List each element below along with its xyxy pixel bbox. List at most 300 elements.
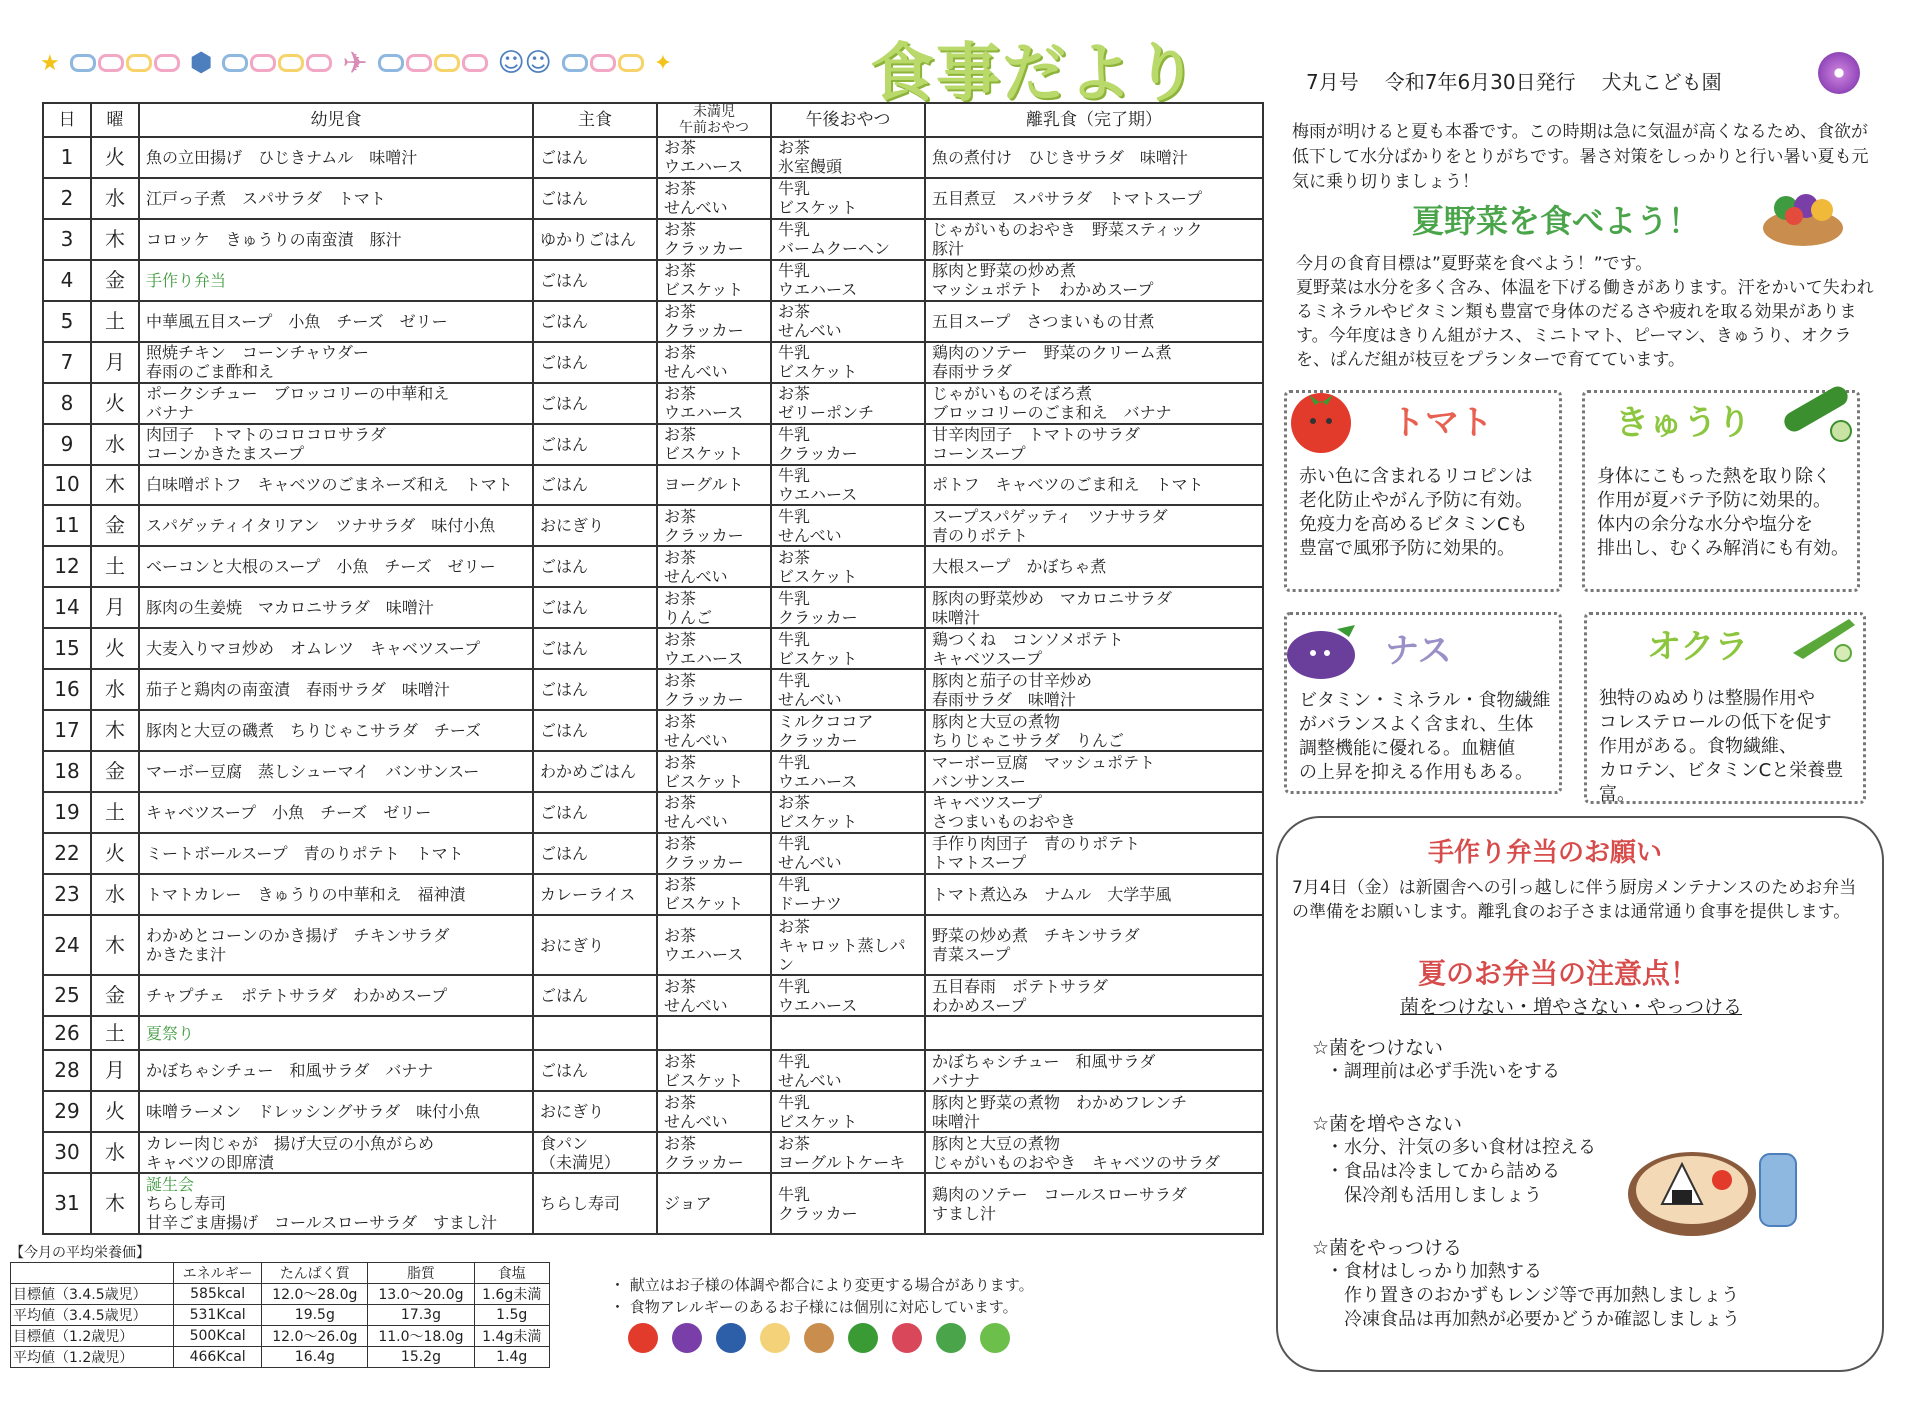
col-day: 日 <box>43 103 91 137</box>
nutri-cell: 11.0～18.0g <box>368 1326 474 1347</box>
menu-am-snack: ヨーグルト <box>657 465 771 506</box>
vegetable-text-cucumber: 身体にこもった熱を取り除く 作用が夏バテ予防に効果的。 体内の余分な水分や塩分を 排出し、むくみ解消にも有効。 <box>1597 466 1849 559</box>
vegetable-name-okra: オクラ <box>1647 627 1749 667</box>
menu-am-snack: お茶 せんべい <box>657 178 771 219</box>
nutrition-header-row <box>11 1263 550 1284</box>
menu-staple: ごはん <box>533 424 657 465</box>
menu-pm-snack: お茶 ゼリーポンチ <box>771 383 925 424</box>
menu-pm-snack: 牛乳 ウエハース <box>771 975 925 1016</box>
page-title: 食事だより <box>870 37 1200 111</box>
issue-info <box>1306 66 1722 95</box>
menu-staple <box>533 1016 657 1050</box>
bell-pepper-icon <box>716 1323 746 1353</box>
menu-pm-snack: お茶 キャロット蒸しパン <box>771 915 925 975</box>
menu-day: 29 <box>43 1091 91 1132</box>
nutri-cell: 平均値（3.4.5歳児） <box>11 1305 174 1326</box>
menu-main-dish: ベーコンと大根のスープ 小魚 チーズ ゼリー <box>139 546 533 587</box>
menu-dow: 土 <box>91 546 139 587</box>
eggplant-icon <box>672 1323 702 1353</box>
menu-day: 14 <box>43 587 91 628</box>
menu-day: 8 <box>43 383 91 424</box>
vegetable-name-cucumber: きゅうり <box>1615 403 1751 443</box>
menu-baby-food: トマト煮込み ナムル 大学芋風 <box>925 874 1263 915</box>
care-title: 夏のお弁当の注意点！ <box>1418 957 1699 990</box>
menu-pm-snack: お茶 ビスケット <box>771 546 925 587</box>
menu-day: 5 <box>43 301 91 342</box>
menu-staple: おにぎり <box>533 1091 657 1132</box>
menu-dow: 火 <box>91 833 139 874</box>
menu-pm-snack: 牛乳 せんべい <box>771 669 925 710</box>
care-subtitle: 菌をつけない・増やさない・やっつける <box>1400 996 1743 1018</box>
nutri-cell: 12.0～26.0g <box>262 1326 368 1347</box>
menu-dow: 水 <box>91 1132 139 1173</box>
menu-baby-food: 鶏肉のソテー コールスローサラダ すまし汁 <box>925 1173 1263 1234</box>
menu-dow: 木 <box>91 710 139 751</box>
menu-day: 1 <box>43 137 91 178</box>
care-heading: ☆菌を増やさない <box>1312 1113 1463 1135</box>
menu-row <box>43 833 1263 874</box>
eggplant-icon <box>1283 615 1363 685</box>
nutri-cell <box>11 1263 174 1284</box>
menu-main-dish: 照焼チキン コーンチャウダー 春雨のごま酢和え <box>139 342 533 383</box>
menu-row <box>43 792 1263 833</box>
menu-day: 17 <box>43 710 91 751</box>
menu-pm-snack: 牛乳 せんべい <box>771 505 925 546</box>
menu-pm-snack: 牛乳 せんべい <box>771 1050 925 1091</box>
nutri-cell: エネルギー <box>174 1263 262 1284</box>
menu-staple: ごはん <box>533 383 657 424</box>
menu-day: 25 <box>43 975 91 1016</box>
paper-chain-icon <box>562 54 644 72</box>
menu-baby-food: 豚肉と茄子の甘辛炒め 春雨サラダ 味噌汁 <box>925 669 1263 710</box>
menu-baby-food: 豚肉と野菜の炒め煮 マッシュポテト わかめスープ <box>925 260 1263 301</box>
menu-staple: ごはん <box>533 137 657 178</box>
menu-table <box>42 102 1264 1235</box>
menu-staple: ごはん <box>533 465 657 506</box>
menu-baby-food: 鶏つくね コンソメポテト キャベツスープ <box>925 628 1263 669</box>
menu-row <box>43 1173 1263 1234</box>
menu-row <box>43 669 1263 710</box>
menu-baby-food <box>925 1016 1263 1050</box>
menu-baby-food: 五目スープ さつまいもの甘煮 <box>925 301 1263 342</box>
summer-veg-goal: 今月の食育目標は”夏野菜を食べよう！”です。 夏野菜は水分を多く含み、体温を下げる働きがあります。汗をかいて失われるミネラルやビタミン類も豊富で身体のだるさや疲れを取る効果があります。今年度はきりん組がナス、ミニトマト、ピーマン、きゅうり、オクラを、ぱんだ組が枝豆をプランターで育てています。 <box>1296 254 1874 370</box>
menu-staple: ごはん <box>533 342 657 383</box>
menu-main-dish: カレー肉じゃが 揚げ大豆の小魚がらめ キャベツの即席漬 <box>139 1132 533 1173</box>
vegetable-name-eggplant: ナス <box>1385 631 1452 671</box>
intro-text: 梅雨が明けると夏も本番です。この時期は急に気温が高くなるため、食欲が低下して水分ばかりをとりがちです。暑さ対策をしっかりと行い暑い夏も元気に乗り切りましょう！ <box>1292 122 1869 192</box>
menu-row <box>43 587 1263 628</box>
nutri-cell: 目標値（3.4.5歳児） <box>11 1284 174 1305</box>
menu-pm-snack: お茶 氷室饅頭 <box>771 137 925 178</box>
menu-pm-snack: 牛乳 ウエハース <box>771 751 925 792</box>
menu-baby-food: じゃがいものおやき 野菜スティック 豚汁 <box>925 219 1263 260</box>
menu-dow: 金 <box>91 505 139 546</box>
menu-am-snack: お茶 せんべい <box>657 792 771 833</box>
nutri-cell: 1.4g未満 <box>474 1326 550 1347</box>
menu-baby-food: 五目春雨 ポテトサラダ わかめスープ <box>925 975 1263 1016</box>
nutri-cell: 脂質 <box>368 1263 474 1284</box>
menu-staple: ごはん <box>533 178 657 219</box>
menu-main-dish: 江戸っ子煮 スパサラダ トマト <box>139 178 533 219</box>
menu-pm-snack: 牛乳 ビスケット <box>771 342 925 383</box>
menu-day: 26 <box>43 1016 91 1050</box>
issue-date: 令和7年6月30日発行 <box>1384 70 1576 94</box>
menu-main-dish: わかめとコーンのかき揚げ チキンサラダ かきたま汁 <box>139 915 533 975</box>
menu-dow: 火 <box>91 137 139 178</box>
melon-icon <box>980 1323 1010 1353</box>
bamboo-decoration-icon: ✦ <box>653 50 673 76</box>
paper-crane-icon: ✈ <box>342 45 368 81</box>
menu-main-dish: マーボー豆腐 蒸しシューマイ バンサンスー <box>139 751 533 792</box>
menu-main-dish: 白味噌ポトフ キャベツのごまネーズ和え トマト <box>139 465 533 506</box>
menu-day: 31 <box>43 1173 91 1234</box>
nutri-cell: 目標値（1.2歳児） <box>11 1326 174 1347</box>
menu-am-snack: お茶 ビスケット <box>657 874 771 915</box>
menu-staple: ごはん <box>533 792 657 833</box>
menu-dow: 水 <box>91 178 139 219</box>
bento-title: 手作り弁当のお願い <box>1428 838 1663 868</box>
menu-staple: ちらし寿司 <box>533 1173 657 1234</box>
pepper-icon <box>936 1323 966 1353</box>
col-staple: 主食 <box>533 103 657 137</box>
menu-day: 23 <box>43 874 91 915</box>
okra-icon <box>1783 605 1863 665</box>
paper-chain-icon <box>222 54 332 72</box>
cucumber-icon <box>1771 379 1861 449</box>
menu-main-dish: 肉団子 トマトのコロコロサラダ コーンかきたまスープ <box>139 424 533 465</box>
menu-baby-food: マーボー豆腐 マッシュポテト バンサンスー <box>925 751 1263 792</box>
vegetable-card-eggplant <box>1284 612 1562 794</box>
menu-staple: ごはん <box>533 587 657 628</box>
nutri-cell: 500Kcal <box>174 1326 262 1347</box>
col-am-snack: 未満児 午前おやつ <box>657 103 771 137</box>
menu-baby-food: 豚肉の野菜炒め マカロニサラダ 味噌汁 <box>925 587 1263 628</box>
menu-day: 7 <box>43 342 91 383</box>
nutri-cell: 12.0～28.0g <box>262 1284 368 1305</box>
nutri-cell: 585kcal <box>174 1284 262 1305</box>
care-line: 作り置きのおかずもレンジ等で再加熱しましょう <box>1326 1285 1740 1306</box>
nutri-cell: 平均値（1.2歳児） <box>11 1347 174 1368</box>
menu-am-snack: お茶 ウエハース <box>657 915 771 975</box>
menu-baby-food: 鶏肉のソテー 野菜のクリーム煮 春雨サラダ <box>925 342 1263 383</box>
menu-am-snack: お茶 ウエハース <box>657 383 771 424</box>
menu-pm-snack: 牛乳 クラッカー <box>771 587 925 628</box>
issue-number: 7月号 <box>1306 70 1359 94</box>
menu-pm-snack: お茶 せんべい <box>771 301 925 342</box>
menu-main-dish: 豚肉と大豆の磯煮 ちりじゃこサラダ チーズ <box>139 710 533 751</box>
menu-row <box>43 383 1263 424</box>
menu-dow: 月 <box>91 1050 139 1091</box>
menu-pm-snack: 牛乳 ウエハース <box>771 465 925 506</box>
care-line: 冷凍食品は再加熱が必要かどうか確認しましょう <box>1326 1309 1740 1330</box>
menu-row <box>43 1091 1263 1132</box>
nutri-cell: 15.2g <box>368 1347 474 1368</box>
menu-row <box>43 505 1263 546</box>
nutri-cell: 1.5g <box>474 1305 550 1326</box>
menu-day: 22 <box>43 833 91 874</box>
vegetable-text-okra: 独特のぬめりは整腸作用や コレステロールの低下を促す 作用がある。食物繊維、 カロテン、ビタミンCと栄養豊富。 <box>1599 688 1844 805</box>
nutri-cell: たんぱく質 <box>262 1263 368 1284</box>
nutri-cell: 1.6g未満 <box>474 1284 550 1305</box>
tanabata-dolls-icon: ☺☺ <box>497 48 552 78</box>
menu-dow: 金 <box>91 975 139 1016</box>
menu-day: 4 <box>43 260 91 301</box>
menu-row <box>43 137 1263 178</box>
menu-main-dish: 茄子と鶏肉の南蛮漬 春雨サラダ 味噌汁 <box>139 669 533 710</box>
paper-chain-icon <box>378 54 488 72</box>
menu-day: 10 <box>43 465 91 506</box>
menu-dow: 水 <box>91 424 139 465</box>
menu-row <box>43 546 1263 587</box>
menu-staple: カレーライス <box>533 874 657 915</box>
menu-am-snack: お茶 クラッカー <box>657 505 771 546</box>
nutri-cell: 食塩 <box>474 1263 550 1284</box>
menu-main-dish: かぼちゃシチュー 和風サラダ バナナ <box>139 1050 533 1091</box>
radish-icon <box>892 1323 922 1353</box>
care-line: ・食品は冷ましてから詰める <box>1326 1161 1560 1182</box>
menu-staple: ごはん <box>533 833 657 874</box>
menu-baby-food: スープスパゲッティ ツナサラダ 青のりポテト <box>925 505 1263 546</box>
menu-day: 9 <box>43 424 91 465</box>
care-line: ・食材はしっかり加熱する <box>1326 1261 1542 1282</box>
menu-baby-food: かぼちゃシチュー 和風サラダ バナナ <box>925 1050 1263 1091</box>
menu-pm-snack: お茶 ヨーグルトケーキ <box>771 1132 925 1173</box>
star-icon: ★ <box>40 50 60 76</box>
menu-main-dish: コロッケ きゅうりの南蛮漬 豚汁 <box>139 219 533 260</box>
nutri-cell: 466Kcal <box>174 1347 262 1368</box>
vegetable-card-tomato <box>1284 390 1562 592</box>
menu-staple: わかめごはん <box>533 751 657 792</box>
menu-row <box>43 975 1263 1016</box>
lantern-icon: ⬢ <box>189 48 213 78</box>
header-decoration <box>40 38 780 88</box>
menu-row <box>43 915 1263 975</box>
tomato-icon <box>1281 381 1361 453</box>
col-pm-snack: 午後おやつ <box>771 103 925 137</box>
menu-day: 12 <box>43 546 91 587</box>
nutrition-row <box>11 1284 550 1305</box>
menu-day: 3 <box>43 219 91 260</box>
menu-main-dish: 大麦入りマヨ炒め オムレツ キャベツスープ <box>139 628 533 669</box>
menu-baby-food: 大根スープ かぼちゃ煮 <box>925 546 1263 587</box>
menu-pm-snack: 牛乳 ウエハース <box>771 260 925 301</box>
menu-main-dish <box>139 1173 533 1234</box>
menu-am-snack: お茶 クラッカー <box>657 833 771 874</box>
note-line: ・ 献立はお子様の体調や都合により変更する場合があります。 <box>610 1276 1034 1294</box>
care-heading: ☆菌をやっつける <box>1312 1237 1463 1259</box>
menu-pm-snack <box>771 1016 925 1050</box>
nutri-cell: 531Kcal <box>174 1305 262 1326</box>
menu-staple: ごはん <box>533 546 657 587</box>
main-dish-text: ちらし寿司 甘辛ごま唐揚げ コールスローサラダ すまし汁 <box>146 1194 498 1233</box>
menu-dow: 金 <box>91 260 139 301</box>
menu-baby-food: 手作り肉団子 青のりポテト トマトスープ <box>925 833 1263 874</box>
food-decoration-row <box>628 1318 1208 1358</box>
menu-baby-food: 甘辛肉団子 トマトのサラダ コーンスープ <box>925 424 1263 465</box>
menu-pm-snack: 牛乳 クラッカー <box>771 1173 925 1234</box>
menu-baby-food: じゃがいものそぼろ煮 ブロッコリーのごま和え バナナ <box>925 383 1263 424</box>
menu-main-dish: チャプチェ ポテトサラダ わかめスープ <box>139 975 533 1016</box>
menu-staple: おにぎり <box>533 505 657 546</box>
menu-am-snack: お茶 せんべい <box>657 546 771 587</box>
menu-staple: ごはん <box>533 710 657 751</box>
menu-staple: ごはん <box>533 975 657 1016</box>
menu-day: 19 <box>43 792 91 833</box>
menu-main-dish: 手作り弁当 <box>139 260 533 301</box>
menu-dow: 木 <box>91 1173 139 1234</box>
menu-row <box>43 301 1263 342</box>
menu-am-snack: ジョア <box>657 1173 771 1234</box>
menu-am-snack: お茶 ビスケット <box>657 424 771 465</box>
menu-staple: おにぎり <box>533 915 657 975</box>
menu-day: 2 <box>43 178 91 219</box>
menu-dow: 土 <box>91 301 139 342</box>
nutrition-row <box>11 1326 550 1347</box>
menu-day: 15 <box>43 628 91 669</box>
menu-row <box>43 260 1263 301</box>
menu-dow: 月 <box>91 587 139 628</box>
menu-day: 18 <box>43 751 91 792</box>
menu-pm-snack: 牛乳 バームクーヘン <box>771 219 925 260</box>
nutri-cell: 16.4g <box>262 1347 368 1368</box>
nutrition-label: 【今月の平均栄養価】 <box>10 1245 150 1261</box>
menu-main-dish: 魚の立田揚げ ひじきナムル 味噌汁 <box>139 137 533 178</box>
menu-am-snack: お茶 せんべい <box>657 342 771 383</box>
nutrition-table <box>10 1262 550 1368</box>
menu-am-snack: お茶 せんべい <box>657 1091 771 1132</box>
bento-text: 7月4日（金）は新園舎への引っ越しに伴う厨房メンテナンスのためお弁当の準備をお願いします。離乳食のお子さまは通常通り食事を提供します。 <box>1292 878 1857 922</box>
menu-dow: 金 <box>91 751 139 792</box>
nutrition-row <box>11 1347 550 1368</box>
menu-pm-snack: 牛乳 ビスケット <box>771 1091 925 1132</box>
menu-am-snack: お茶 クラッカー <box>657 1132 771 1173</box>
potato-icon <box>804 1323 834 1353</box>
menu-dow: 土 <box>91 792 139 833</box>
nutri-cell: 19.5g <box>262 1305 368 1326</box>
menu-main-dish: 中華風五目スープ 小魚 チーズ ゼリー <box>139 301 533 342</box>
menu-pm-snack: 牛乳 ビスケット <box>771 628 925 669</box>
menu-baby-food: キャベツスープ さつまいものおやき <box>925 792 1263 833</box>
col-main: 幼児食 <box>139 103 533 137</box>
vegetable-card-cucumber <box>1582 390 1860 592</box>
menu-am-snack: お茶 ビスケット <box>657 1050 771 1091</box>
notes <box>610 1274 1034 1318</box>
menu-am-snack: お茶 ビスケット <box>657 751 771 792</box>
menu-am-snack: お茶 クラッカー <box>657 219 771 260</box>
care-line: ・水分、汁気の多い食材は控える <box>1326 1137 1596 1158</box>
menu-dow: 火 <box>91 1091 139 1132</box>
menu-day: 30 <box>43 1132 91 1173</box>
menu-baby-food: 五目煮豆 スパサラダ トマトスープ <box>925 178 1263 219</box>
menu-baby-food: ポトフ キャベツのごま和え トマト <box>925 465 1263 506</box>
menu-dow: 火 <box>91 628 139 669</box>
tomato-icon <box>628 1323 658 1353</box>
menu-baby-food: 豚肉と大豆の煮物 じゃがいものおやき キャベツのサラダ <box>925 1132 1263 1173</box>
menu-staple: 食パン （未満児） <box>533 1132 657 1173</box>
menu-staple: ごはん <box>533 669 657 710</box>
onion-icon <box>760 1323 790 1353</box>
menu-dow: 木 <box>91 465 139 506</box>
menu-row <box>43 178 1263 219</box>
morning-glory-icon <box>1818 52 1860 94</box>
menu-pm-snack: 牛乳 ビスケット <box>771 178 925 219</box>
menu-row <box>43 219 1263 260</box>
menu-day: 11 <box>43 505 91 546</box>
menu-main-dish: ポークシチュー ブロッコリーの中華和え バナナ <box>139 383 533 424</box>
nutri-cell: 13.0～20.0g <box>368 1284 474 1305</box>
col-baby-food: 離乳食（完了期） <box>925 103 1263 137</box>
menu-day: 24 <box>43 915 91 975</box>
menu-main-dish: 夏祭り <box>139 1016 533 1050</box>
menu-staple: ごはん <box>533 1050 657 1091</box>
summer-veg-heading: 夏野菜を食べよう！ <box>1412 202 1701 240</box>
menu-staple: ごはん <box>533 260 657 301</box>
care-heading: ☆菌をつけない <box>1312 1037 1444 1059</box>
menu-dow: 木 <box>91 915 139 975</box>
nutrition-row <box>11 1305 550 1326</box>
menu-header-row <box>43 103 1263 137</box>
menu-row <box>43 710 1263 751</box>
menu-main-dish: トマトカレー きゅうりの中華和え 福神漬 <box>139 874 533 915</box>
menu-row <box>43 465 1263 506</box>
vegetable-text-eggplant: ビタミン・ミネラル・食物繊維 がバランスよく含まれ、生体 調整機能に優れる。血糖値 の上昇を抑える作用もある。 <box>1299 690 1551 783</box>
care-line: ・調理前は必ず手洗いをする <box>1326 1061 1560 1082</box>
menu-day: 16 <box>43 669 91 710</box>
menu-baby-food: 豚肉と野菜の煮物 わかめフレンチ 味噌汁 <box>925 1091 1263 1132</box>
menu-row <box>43 751 1263 792</box>
menu-pm-snack: 牛乳 せんべい <box>771 833 925 874</box>
menu-day: 28 <box>43 1050 91 1091</box>
menu-row <box>43 424 1263 465</box>
vegetable-name-tomato: トマト <box>1391 403 1493 443</box>
menu-dow: 水 <box>91 874 139 915</box>
nutri-cell: 17.3g <box>368 1305 474 1326</box>
menu-main-dish: キャベツスープ 小魚 チーズ ゼリー <box>139 792 533 833</box>
menu-pm-snack: 牛乳 クラッカー <box>771 424 925 465</box>
menu-row <box>43 1016 1263 1050</box>
menu-am-snack: お茶 りんご <box>657 587 771 628</box>
menu-baby-food: 豚肉と大豆の煮物 ちりじゃこサラダ りんご <box>925 710 1263 751</box>
menu-dow: 火 <box>91 383 139 424</box>
menu-am-snack: お茶 クラッカー <box>657 301 771 342</box>
menu-main-dish: 豚肉の生姜焼 マカロニサラダ 味噌汁 <box>139 587 533 628</box>
menu-am-snack: お茶 ビスケット <box>657 260 771 301</box>
school-name: 犬丸こども園 <box>1601 70 1722 94</box>
menu-am-snack: お茶 クラッカー <box>657 669 771 710</box>
event-label: 誕生会 <box>146 1175 195 1195</box>
nutri-cell: 1.4g <box>474 1347 550 1368</box>
menu-pm-snack: ミルクココア クラッカー <box>771 710 925 751</box>
col-dow: 曜 <box>91 103 139 137</box>
menu-main-dish: 味噌ラーメン ドレッシングサラダ 味付小魚 <box>139 1091 533 1132</box>
menu-dow: 木 <box>91 219 139 260</box>
menu-am-snack: お茶 ウエハース <box>657 628 771 669</box>
menu-row <box>43 1050 1263 1091</box>
menu-staple: ゆかりごはん <box>533 219 657 260</box>
vegetable-text-tomato: 赤い色に含まれるリコピンは 老化防止やがん予防に有効。 免疫力を高めるビタミンCも 豊富で風邪予防に効果的。 <box>1299 466 1533 559</box>
menu-am-snack: お茶 ウエハース <box>657 137 771 178</box>
care-line: 保冷剤も活用しましょう <box>1326 1185 1542 1206</box>
menu-dow: 水 <box>91 669 139 710</box>
menu-am-snack: お茶 せんべい <box>657 975 771 1016</box>
menu-main-dish: ミートボールスープ 青のりポテト トマト <box>139 833 533 874</box>
menu-baby-food: 野菜の炒め煮 チキンサラダ 青菜スープ <box>925 915 1263 975</box>
menu-row <box>43 628 1263 669</box>
menu-row <box>43 342 1263 383</box>
menu-dow: 土 <box>91 1016 139 1050</box>
menu-main-dish: スパゲッティイタリアン ツナサラダ 味付小魚 <box>139 505 533 546</box>
lunchbox-icon <box>1622 1124 1802 1244</box>
